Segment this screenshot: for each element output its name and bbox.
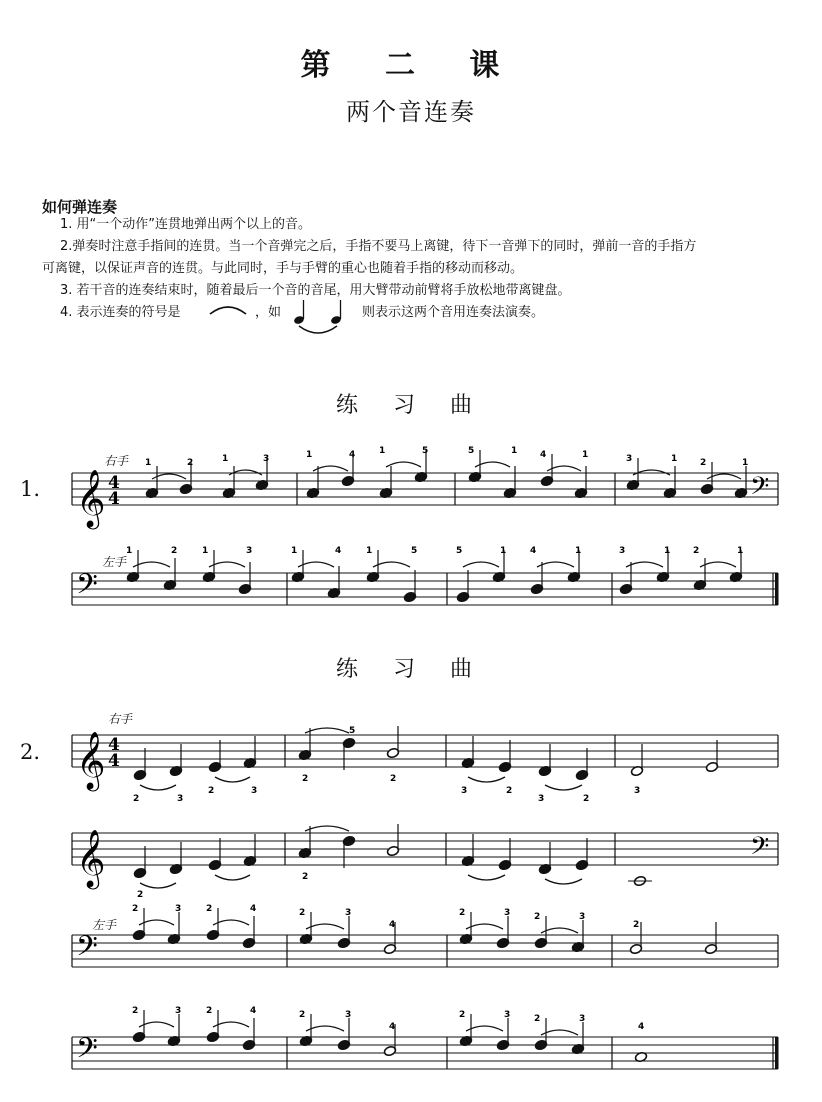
treble-clef-icon: 𝄞 [76,829,106,887]
fingering-number: 2 [693,546,700,556]
exercise-1-left-hand-label: 左手 [102,555,127,569]
fingering-number: 1 [671,454,678,464]
slur [305,826,349,831]
time-signature-top: 4 [108,735,120,755]
fingering-number: 2 [137,890,144,900]
slur [463,562,499,567]
fingering-number: 5 [411,546,418,556]
fingering-number: 2 [700,458,707,468]
fingering-number: 2 [206,1006,213,1016]
slur [306,1026,344,1031]
fingering-number: 1 [575,546,582,556]
fingering-number: 2 [299,1010,306,1020]
fingering-number: 3 [246,546,253,556]
fingering-number: 2 [299,908,306,918]
instruction-item-4-mid: ，如 [255,305,282,320]
fingering-number: 2 [208,786,215,796]
final-barline [775,1037,779,1069]
fingering-number: 3 [504,908,511,918]
bass-clef-icon: 𝄢 [76,1032,98,1072]
exercise-1-number: 1. [20,477,41,501]
fingering-number: 3 [504,1010,511,1020]
fingering-number: 3 [175,904,182,914]
bass-clef-icon: 𝄢 [76,930,98,970]
fingering-number: 2 [132,1006,139,1016]
instructions-heading: 如何弹连奏 [42,198,118,216]
time-signature-bottom: 4 [108,489,120,509]
exercise-2-left-hand-label: 左手 [92,918,117,932]
instruction-item-2-line-2: 可离键，以保证声音的连贯。与此同时，手与手臂的重心也随着手指的移动而移动。 [42,261,524,276]
fingering-number: 2 [206,904,213,914]
fingering-number: 1 [291,546,298,556]
fingering-number: 4 [250,904,257,914]
bass-clef-icon: 𝄢 [76,568,98,608]
fingering-number: 2 [171,546,178,556]
etude-2-heading: 练 习 曲 [336,657,486,682]
fingering-number: 5 [468,446,475,456]
slur [215,777,250,782]
fingering-number: 4 [389,920,396,930]
fingering-number: 2 [187,458,194,468]
fingering-number: 1 [511,446,518,456]
fingering-number: 2 [534,912,541,922]
fingering-number: 1 [737,546,744,556]
fingering-number: 2 [390,774,397,784]
fingering-number: 2 [583,794,590,804]
time-signature-top: 4 [108,473,120,493]
slur [140,785,176,790]
fingering-number: 3 [579,912,586,922]
fingering-number: 2 [302,872,309,882]
fingering-number: 3 [345,1010,352,1020]
fingering-number: 3 [263,454,270,464]
instruction-item-4-start: 4. 表示连奏的符号是 [60,305,181,320]
fingering-number: 4 [389,1022,396,1032]
fingering-number: 2 [133,794,140,804]
lesson-title: 第 二 课 [300,48,522,83]
instruction-item-3: 3. 若干音的连奏结束时，随着最后一个音的音尾，用大臂带动前臂将手放松地带离键盘。 [60,283,571,298]
fingering-number: 3 [461,786,468,796]
fingering-number: 2 [459,908,466,918]
fingering-number: 2 [459,1010,466,1020]
fingering-number: 3 [177,794,184,804]
treble-clef-icon: 𝄞 [76,469,106,527]
fingering-number: 1 [145,458,152,468]
fingering-number: 1 [500,546,507,556]
fingering-number: 3 [579,1014,586,1024]
fingering-number: 5 [349,726,356,736]
slur [545,879,582,884]
fingering-number: 5 [422,446,429,456]
etude-1-heading: 练 习 曲 [336,393,486,418]
fingering-number: 4 [530,546,537,556]
time-signature-bottom: 4 [108,751,120,771]
exercise-1-right-hand-label: 右手 [104,454,129,468]
lesson-subtitle: 两个音连奏 [346,98,476,126]
bass-clef-change-icon: 𝄢 [750,832,770,867]
fingering-number: 2 [132,904,139,914]
fingering-number: 1 [664,546,671,556]
fingering-number: 1 [582,450,589,460]
fingering-number: 1 [379,446,386,456]
slur [215,875,250,880]
fingering-number: 4 [335,546,342,556]
fingering-number: 2 [302,774,309,784]
fingering-number: 3 [538,794,545,804]
fingering-number: 3 [175,1006,182,1016]
final-barline [775,573,779,605]
slur [468,777,505,782]
fingering-number: 4 [250,1006,257,1016]
fingering-number: 2 [534,1014,541,1024]
fingering-number: 5 [456,546,463,556]
fingering-number: 4 [540,450,547,460]
fingering-number: 3 [634,786,641,796]
instruction-item-4-end: 则表示这两个音用连奏法演奏。 [362,305,545,320]
fingering-number: 4 [638,1022,645,1032]
fingering-number: 1 [742,458,749,468]
fingering-number: 3 [626,454,633,464]
fingering-number: 3 [251,786,258,796]
fingering-number: 2 [506,786,513,796]
instruction-item-2-line-1: 2.弹奏时注意手指间的连贯。当一个音弹完之后，手指不要马上离键，待下一音弹下的同时，弹前一音的手指方 [60,239,697,254]
slur [305,728,349,733]
instruction-item-1: 1. 用“一个动作”连贯地弹出两个以上的音。 [60,217,312,232]
treble-clef-icon: 𝄞 [76,731,106,789]
fingering-number: 2 [633,920,640,930]
fingering-number: 1 [222,454,229,464]
slur [468,875,505,880]
fingering-number: 3 [619,546,626,556]
fingering-number: 4 [349,450,356,460]
bass-clef-change-icon: 𝄢 [750,472,770,507]
fingering-number: 1 [202,546,209,556]
slur [140,883,176,888]
exercise-2-number: 2. [20,740,41,764]
exercise-2-right-hand-label: 右手 [108,712,133,726]
slur [545,785,582,790]
fingering-number: 1 [366,546,373,556]
fingering-number: 3 [345,908,352,918]
fingering-number: 1 [126,546,133,556]
fingering-number: 1 [306,450,313,460]
slur [306,924,344,929]
